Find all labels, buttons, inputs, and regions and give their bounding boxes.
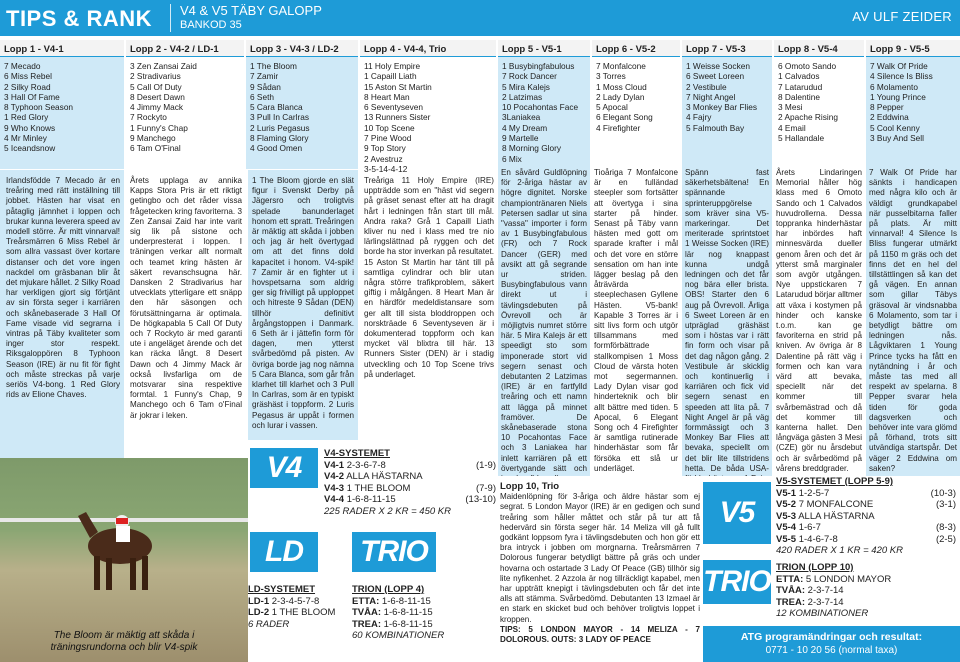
article-text: 1 The Bloom gjorde en slät figur i Svenskt Derby på Jägersro och troligtvis spelade banunderlaget honom ett spratt. Treåringen är mäktig att skåda i jobben och jag är helt övertygad om att det finns dold kapacitet i honom. V4-spik! 7 Zamir är en fighter ut i hovspetsarna som aldrig ger sig frivilligt på upploppet och hitreste 9 Sådan (DEN) tillhör definitivt årgångstoppen i Danmark. 6 Seth är i jättefin form för dagen, men ytterst svårbedömd på pisten. Av övriga borde jag nog nämna 5 Cara Blanca, som går från klarhet till klarhet och 3 Pull In Carlras, som är en typiskt gräshäst i toppform. 2 Luris Pegasus är uppåt i formen och lurar i vassen. — [252, 176, 354, 430]
trio-lopp10-box — [776, 562, 956, 620]
header-divider — [170, 4, 171, 32]
list-item: 3-5-14-4-12 — [364, 163, 408, 174]
lopp-4-list — [360, 57, 496, 174]
list-item: 4 Good Omen — [250, 143, 303, 154]
list-item: 5 Call Of Duty — [130, 81, 182, 92]
trio-lopp4-summary: 60 KOMBINATIONER — [352, 630, 445, 641]
article-lopp-7 — [682, 164, 772, 476]
list-item: 10 Top Scene — [364, 122, 415, 133]
lopp-8-title: Lopp 8 - V5-4 — [774, 40, 864, 57]
trio-row — [352, 619, 496, 631]
row-value: 1-6-8-11-15 — [381, 595, 431, 607]
list-item: 6 Omoto Sando — [778, 61, 837, 71]
atg-line-1: ATG programändringar och resultat: — [740, 631, 923, 643]
list-item: 1 Weisse Socken — [686, 61, 750, 71]
lopp-9-box — [866, 40, 960, 169]
trio-lopp10-title: TRION (LOPP 10) — [776, 562, 854, 573]
row-value: ALLA HÄSTARNA — [346, 471, 423, 482]
list-item: 3 Hall Of Fame — [4, 91, 60, 102]
lopp-5-box — [498, 40, 590, 169]
list-item: 2 Stradivarius — [130, 71, 181, 82]
row-value: 1-6-7 — [798, 522, 821, 533]
lopp-5-title: Lopp 5 - V5-1 — [498, 40, 590, 57]
row-value: 1-6-8-11-15 — [346, 494, 396, 505]
article-text: En såvärd Guldlöpning för 2-åriga hästar av högre dignitet. Norske championtränaren Niels Petersen sadlar ut sina "vassa" importer i form av 1 Busybingfabulous (FR) och 7 Rock Dancer (GER) med avsikt att gå segrande ur striden. Busybingfabulous vann direkt ut i tävlingsdebuten på Övrevoll och är möjligtvis numret större här. 5 Mira Kalejs är ett speedigt sto som imponerade stort vid segern senast och debutanten 2 Latzimas (IRE) är en fartfylld treåring och ett namn att lägga på minnet framöver. De skånebaserade stona 10 Pocahontas Face och 3 Laniakea har inlett karriären på ett övertygande sätt och — [501, 168, 587, 473]
list-item: 6 Mix — [502, 153, 522, 164]
list-item: 6 Elegant Song — [596, 112, 653, 123]
trio-row — [776, 597, 956, 609]
row-note: (8-3) — [935, 522, 956, 533]
v5-system-box — [776, 476, 956, 557]
ld-system-row — [248, 596, 348, 608]
list-item: 9 Top Story — [364, 143, 406, 154]
v5-logo-text: V5 — [719, 496, 755, 529]
article-text: Treåriga 11 Holy Empire (IRE) uppträdde som en "häst vid segern på gräset senast efter att ha dragit hårt i ledningen från start till mål. Andra raka? Grå 1 Capaill Liath kliver nu ned i klass med tre nio lärlingslättnad på ryggen och det borde ha stor inverkan på resultatet. 15 Aston St Martin har tänt till på samtliga cylindrar och blir utan några större trafikproblem, säkert giftig i målgången. 8 Heart Man är en härdför medeldistansare som ger allt till sista bloddroppen och norskträade 6 Seventyseven är i dokumenterad toppform och kan mycket väl blixtra till här. 13 Runners Sister (DEN) är i stadig utveckling och 10 Top Scene trivs på underlaget. — [364, 176, 494, 379]
lopp-4-title: Lopp 4 - V4-4, Trio — [360, 40, 496, 57]
list-item: 3 Torres — [596, 71, 626, 82]
row-value: 2-3-4-5-7-8 — [271, 595, 320, 607]
list-item: 4 My Dream — [502, 122, 548, 133]
list-item: 7 Zamir — [250, 71, 279, 82]
article-lopp-9 — [866, 164, 960, 476]
row-label: ETTA: — [352, 595, 380, 607]
list-item: 6 Seth — [250, 91, 274, 102]
atg-line-2: 0771 - 10 20 56 (normal taxa) — [765, 645, 898, 656]
list-item: 2 Eddwina — [870, 112, 909, 123]
row-note: (3-1) — [935, 499, 956, 510]
trio-logo-2 — [703, 560, 771, 604]
row-value: 1-4-6-7-8 — [798, 533, 838, 545]
lopp-8-list — [774, 57, 864, 169]
list-item: 5 Mira Kalejs — [502, 81, 550, 92]
list-item: 1 Busybingfabulous — [502, 61, 575, 71]
header-bar-right — [498, 0, 960, 36]
photo-caption-line-2: träningsrundorna och blir V4-spik — [50, 642, 198, 653]
list-item: 8 Pepper — [870, 102, 904, 113]
list-item: 6 Miss Rebel — [4, 71, 52, 82]
list-item: 1 Calvados — [778, 71, 820, 82]
list-item: 1 Young Prince — [870, 91, 926, 102]
ld-logo-text: LD — [265, 535, 303, 568]
list-item: 1 Capaill Liath — [364, 71, 417, 82]
list-item: 4 Firefighter — [596, 122, 641, 133]
lopp-6-box — [592, 40, 680, 169]
header-subtitle: V4 & V5 TÄBY GALOPP — [180, 3, 322, 18]
lopp-8-box — [774, 40, 864, 169]
row-value: ALLA HÄSTARNA — [798, 510, 875, 522]
list-item: 7 Walk Of Pride — [870, 61, 928, 71]
article-text: Årets upplaga av annika Kapps Stora Pris är ett riktigt getingbo och det råder vissa frågetecken kring favoriterna. 3 Zen Zansai Zaid har inte varit sig lik på sistone och underpresterat i loppen. I träningen verkar allt normalt och teamet kring hästen är säkert revanschsugna här. Dansken 2 Stradivarius har utvecklats ytterligare ett snäpp den här säsongen och förutsättningarna är optimala. De högkapabla 5 Call Of Duty och 7 Rockyto är med garanti ute i angeläget ärende och det kan räcka långt. 8 Desert Dawn och 4 Jimmy Mack är också livsfarliga om de motsvarar sina respektive formtal. 1 Funny's Chap, 9 Manchego och 6 Tam o'Final är jokrar i leken. — [130, 176, 242, 420]
list-item: 1 Red Glory — [4, 112, 49, 123]
trio-lopp10-summary: 12 KOMBINATIONER — [776, 608, 869, 619]
lopp-10-title: Lopp 10, Trio — [500, 481, 560, 492]
row-label: V4-2 — [324, 471, 345, 482]
trio-lopp4-title: TRION (LOPP 4) — [352, 584, 425, 595]
lopp-10-tips: TIPS: 5 LONDON MAYOR - 14 MELIZA - 7 DOLOROUS. OUTS: 3 LADY OF PEACE — [500, 624, 700, 645]
list-item: 7 Mecado — [4, 61, 41, 71]
list-item: 8 Dalentine — [778, 91, 820, 102]
trio-row — [776, 574, 956, 586]
list-item: 7 Latarudud — [778, 81, 823, 92]
list-item: 11 Holy Empire — [364, 61, 421, 71]
atg-info-box — [703, 626, 960, 662]
trio-row — [352, 596, 496, 608]
header-bar-left — [0, 0, 498, 36]
list-item: 7 Night Angel — [686, 91, 736, 102]
row-value: 1 THE BLOOM — [271, 607, 336, 618]
row-label: V4-3 — [324, 482, 345, 494]
article-lopp-3 — [248, 170, 358, 440]
list-item: 1 Funny's Chap — [130, 122, 188, 133]
trio-logo — [352, 532, 436, 572]
lopp-2-list — [126, 57, 244, 169]
list-item: 3Laniakea — [502, 112, 541, 123]
list-item: 7 Monfalcone — [596, 61, 646, 71]
trio-logo-text: TRIO — [360, 535, 428, 568]
row-note: (13-10) — [465, 494, 496, 505]
row-label: TREA: — [352, 618, 382, 630]
row-value: 1-6-8-11-15 — [383, 618, 433, 630]
list-item: 3 Pull In Carlras — [250, 112, 310, 123]
row-note: (7-9) — [475, 482, 496, 494]
row-label: V5-1 — [776, 487, 797, 499]
header-bankod: BANKOD 35 — [180, 19, 242, 31]
v5-system-row — [776, 499, 956, 511]
lopp-5-list — [498, 57, 590, 169]
row-value: 1 THE BLOOM — [346, 482, 411, 494]
article-lopp-1 — [0, 170, 124, 458]
v4-system-row — [324, 471, 496, 483]
list-item: 10 Pocahontas Face — [502, 102, 579, 113]
list-item: 3 Buy And Sell — [870, 133, 924, 144]
list-item: 2 Luris Pegasus — [250, 122, 310, 133]
trio-logo-2-text: TRIO — [703, 565, 771, 598]
list-item: 8 Desert Dawn — [130, 91, 185, 102]
list-item: 9 Manchego — [130, 133, 176, 144]
article-lopp-4 — [362, 170, 496, 440]
lopp-6-title: Lopp 6 - V5-2 — [592, 40, 680, 57]
list-item: 6 Molamento — [870, 81, 918, 92]
article-text: Tioåriga 7 Monfalcone är en fulländad steepler som fortsätter att övertyga i sina starter på hinder. Senast på Täby vann hästen med gott om sparade krafter i mål och det vore en större sensation om han inte lägger beslag på den åträvärda steeplechasen Gyllene Hästen. V5-bank! Kapable 3 Torres är i sitt livs form och utgör tillsammans med formförbättrade stallkompisen 1 Moss Cloud de värsta hoten mot segermannen. Lady Dylan visar god hinderteknik och blir allt bättre med tiden. 5 Apocal, 6 Elegant Song och 4 Firefighter är samtliga rutinerade hinderhästar som får försöka ett slå ur underläget. — [594, 168, 678, 473]
trio-lopp4-box — [352, 584, 496, 642]
article-text: Årets Lindaringen Memorial håller hög klass med 6 Omoto Sando och 1 Calvados huvudrollerna. Dessa toppranka hinderhästar har inbördes haft minnesvärda dueller genom åren och det är ytterst små marginaler som avgör utgången. Nye uppstickaren 7 Latarudud börjar alltmer att växa i kostymen på hinder och kanske t.o.m. kan ge favoriterna en strid på kniven. Av övriga är 8 Dalentine på rätt väg i formen och kan vara värd att bevaka, speciellt när det kommer till svårbemästrad och då det kommer till kanterna hallet. Den långväga gästen 3 Mesi (CZE) gör nu årsdebut och är svårbedömd på vårens breddgrader. — [776, 168, 862, 473]
list-item: 5 Iceandsnow — [4, 143, 56, 154]
lopp-4-box — [360, 40, 496, 174]
list-item: 8 Typhoon Season — [4, 102, 74, 113]
v5-logo — [703, 482, 771, 544]
list-item: 8 Morning Glory — [502, 143, 562, 154]
list-item: 2 Vestibule — [686, 81, 727, 92]
list-item: 7 Pine Wood — [364, 133, 412, 144]
lopp-9-title: Lopp 9 - V5-5 — [866, 40, 960, 57]
list-item: 7 Rockyto — [130, 112, 167, 123]
list-item: 9 Who Knows — [4, 122, 56, 133]
article-text: Spänn fast säkerhetsbältena! En spännande sprinteruppgörelse som kräver sina V5-markeringar. Det meriterade sprintstoet 1 Weisse Socken (IRE) lär nog knappast kunna undgå ledningen och det får nog bära eller brista. OBS! Starter den 6 aug på Övrevoll. Ärliga 6 Sweet Loreen är en utpräglad gräshäst som i höstas var i rätt fin form och visar på det dag någon gång. 2 Vestibule är skicklig och kontinuerlig i karriären och fick vid segern senast en speeden att lita på. 7 Night Angel är på väg formmässigt och 3 Monkey Bar Flies att bevaka, speciellt om det blir lite tillstridens hetta. De båda USA- — [685, 168, 769, 473]
horse-illustration — [70, 486, 170, 596]
page-title: TIPS & RANK — [6, 6, 153, 31]
row-note: (2-5) — [935, 533, 956, 545]
list-item: 6 Tam O'Final — [130, 143, 181, 154]
row-label: TREA: — [776, 596, 806, 608]
row-label: TVÅA: — [352, 607, 382, 618]
race-photo — [0, 458, 248, 662]
lopp-7-box — [682, 40, 772, 169]
list-item: 2 Silky Road — [4, 81, 51, 92]
row-note: (1-9) — [475, 459, 496, 471]
row-label: LD-2 — [248, 607, 270, 618]
list-item: 6 Seventyseven — [364, 102, 424, 113]
v5-system-row — [776, 511, 956, 523]
article-lopp-2 — [128, 170, 244, 458]
lopp-2-title: Lopp 2 - V4-2 / LD-1 — [126, 40, 244, 57]
list-item: 4 Mr Minley — [4, 133, 47, 144]
v4-logo — [250, 448, 318, 488]
row-label: V5-4 — [776, 522, 797, 533]
ld-system-row — [248, 607, 348, 619]
list-item: 1 Moss Cloud — [596, 81, 647, 92]
article-lopp-8 — [774, 164, 864, 476]
list-item: 5 Cara Blanca — [250, 102, 303, 113]
v4-system-row — [324, 483, 496, 495]
list-item: 1 The Bloom — [250, 61, 297, 71]
trio-row — [776, 585, 956, 597]
v4-system-summary: 225 RADER X 2 KR = 450 KR — [324, 505, 451, 517]
row-label: V4-1 — [324, 459, 345, 471]
v4-system-title: V4-SYSTEMET — [324, 448, 390, 459]
v4-system-row — [324, 460, 496, 472]
ld-system-box — [248, 584, 348, 630]
lopp-1-box — [0, 40, 124, 169]
list-item: 5 Cool Kenny — [870, 122, 920, 133]
list-item: 7 Rock Dancer — [502, 71, 557, 82]
lopp-7-title: Lopp 7 - V5-3 — [682, 40, 772, 57]
list-item: 2 Lady Dylan — [596, 91, 645, 102]
article-text: Irlandsfödde 7 Mecado är en treåring med rätt inställning till jobbet. Hästen har visat en påtaglig jämnhet i loppen och brukar kunna leverera speed av modell större. Är mitt vinnarval! Treårsmärren 6 Miss Rebel är som allra vassast över kortare distanser och det vore ingen nackdel om gräsbanan blir åt det mjukare hållet. 2 Silky Road har verkligen gjort sig förtjänt av sin första seger i karriären och skånebaserade 3 Hall Of Fame visade vid segrarna i vintras på Täby kvaliteter som inger stor respekt. Riksgaloppören 8 Typhoon Season (IRE) är nu fit för fight och måste streckas på varje seriös V4-bong. 1 Red Glory rids av Elione Chaves. — [6, 176, 120, 400]
v5-system-row — [776, 488, 956, 500]
v4-system-box — [324, 448, 496, 517]
row-note: (10-3) — [930, 487, 956, 499]
row-label: V5-5 — [776, 533, 797, 545]
ld-logo — [250, 532, 318, 572]
list-item: 8 Heart Man — [364, 91, 410, 102]
row-value: 1-6-8-11-15 — [383, 607, 433, 618]
lopp-10-article — [500, 482, 700, 645]
article-text: 7 Walk Of Pride har sänkts i handicapen med några kilo och är väldigt grundkapabel när pusselbitarna faller på plats. Är mitt vinnarval! 4 Silence Is Bliss fungerar utmärkt på 1150 m gräs och det finns det en hel del tillstättlingen så kan det gå vägen. En annan som gillar Täbys gräsoval är vindsnabba 6 Molamento, som tar i betydligt bättre om ledningen nås. Lågviktaren 1 Young Prince tycks ha fått en nytändning i år och måste tas med all respekt av spelarna. 8 Pepper svarar hela tiden för goda dagsverken och behöver inte vara glömd på förhand, trots sitt utvändiga startspår. Det väger 2 Eddwina om saken? — [869, 168, 957, 473]
row-value: 2-3-7-14 — [807, 596, 844, 608]
list-item: 5 Falmouth Bay — [686, 122, 745, 133]
list-item: 9 Martelle — [502, 133, 539, 144]
list-item: 2 Apache Rising — [778, 112, 838, 123]
article-text: Maidenlöpning för 3-åriga och äldre hästar som ej segrat. 5 London Mayor (IRE) är en gedigen och sund treåring som håller måttet och står på tur att få hedervärd sin första seger här. 14 Meliza vill gå fullt godkänt loppsom fyra i tävlingsdebuten och hon gör ett bra intryck i jobben om morgnarna. Treårsmärren 7 Dolorous fungerar betydligt bättre på gräs och under hovarna och ostartade 3 Lady Of Peace (GB) tillhör sig lite nyfikenhet. 2 Azzola är nog tillräckligt kapabel, men har uppträtt knepigt i tävlingsdebuten och får det inte alls att stämma. Svårbedömd. Debutanten 13 Izmael är en stark en skicket bud och behöver troligtvis loppet i kroppen. — [500, 492, 700, 624]
lopp-6-list — [592, 57, 680, 169]
list-item: 4 Email — [778, 122, 806, 133]
lopp-3-title: Lopp 3 - V4-3 / LD-2 — [246, 40, 358, 57]
lopp-3-box — [246, 40, 358, 169]
article-lopp-6 — [592, 164, 680, 476]
list-item: 2 Latzimas — [502, 91, 543, 102]
list-item: 8 Flaming Glory — [250, 133, 309, 144]
list-item: 6 Sweet Loreen — [686, 71, 745, 82]
row-label: TVÅA: — [776, 585, 806, 596]
lopp-1-list — [0, 57, 124, 169]
row-label: V5-3 — [776, 510, 797, 522]
v4-logo-text: V4 — [266, 451, 302, 484]
list-item: 15 Aston St Martin — [364, 81, 432, 92]
lopp-2-box — [126, 40, 244, 169]
list-item: 5 Hallandale — [778, 133, 825, 144]
list-item: 3 Mesi — [778, 102, 803, 113]
row-label: ETTA: — [776, 573, 804, 585]
lopp-9-list — [866, 57, 960, 169]
row-value: 2-3-7-14 — [807, 585, 844, 596]
list-item: 9 Sådan — [250, 81, 281, 92]
list-item: 13 Runners Sister — [364, 112, 431, 123]
ld-system-title: LD-SYSTEMET — [248, 584, 316, 595]
trio-row — [352, 607, 496, 619]
list-item: 4 Fajry — [686, 112, 712, 123]
photo-caption — [0, 630, 248, 654]
list-item: 5 Apocal — [596, 102, 628, 113]
row-value: 1-2-5-7 — [798, 487, 830, 499]
photo-caption-line-1: The Bloom är mäktig att skåda i — [53, 630, 195, 641]
v5-system-title: V5-SYSTEMET (LOPP 5-9) — [776, 476, 894, 487]
list-item: 2 Avestruz — [364, 153, 403, 164]
lopp-1-title: Lopp 1 - V4-1 — [0, 40, 124, 57]
v4-system-row — [324, 494, 496, 506]
list-item: 3 Monkey Bar Flies — [686, 102, 758, 113]
header-author: AV ULF ZEIDER — [852, 9, 952, 24]
list-item: 4 Silence Is Bliss — [870, 71, 933, 82]
row-label: V4-4 — [324, 494, 345, 505]
lopp-7-list — [682, 57, 772, 169]
list-item: 3 Zen Zansai Zaid — [130, 61, 197, 71]
list-item: 4 Jimmy Mack — [130, 102, 184, 113]
row-value: 7 MONFALCONE — [798, 499, 874, 510]
ld-system-summary: 6 RADER — [248, 618, 290, 630]
row-value: 5 LONDON MAYOR — [805, 573, 892, 585]
v5-system-row — [776, 534, 956, 546]
article-lopp-5 — [498, 164, 590, 476]
lopp-3-list — [246, 57, 358, 169]
v5-system-summary: 420 RADER X 1 KR = 420 KR — [776, 545, 903, 556]
row-label: LD-1 — [248, 595, 270, 607]
v5-system-row — [776, 522, 956, 534]
row-label: V5-2 — [776, 499, 797, 510]
row-value: 2-3-6-7-8 — [346, 459, 386, 471]
